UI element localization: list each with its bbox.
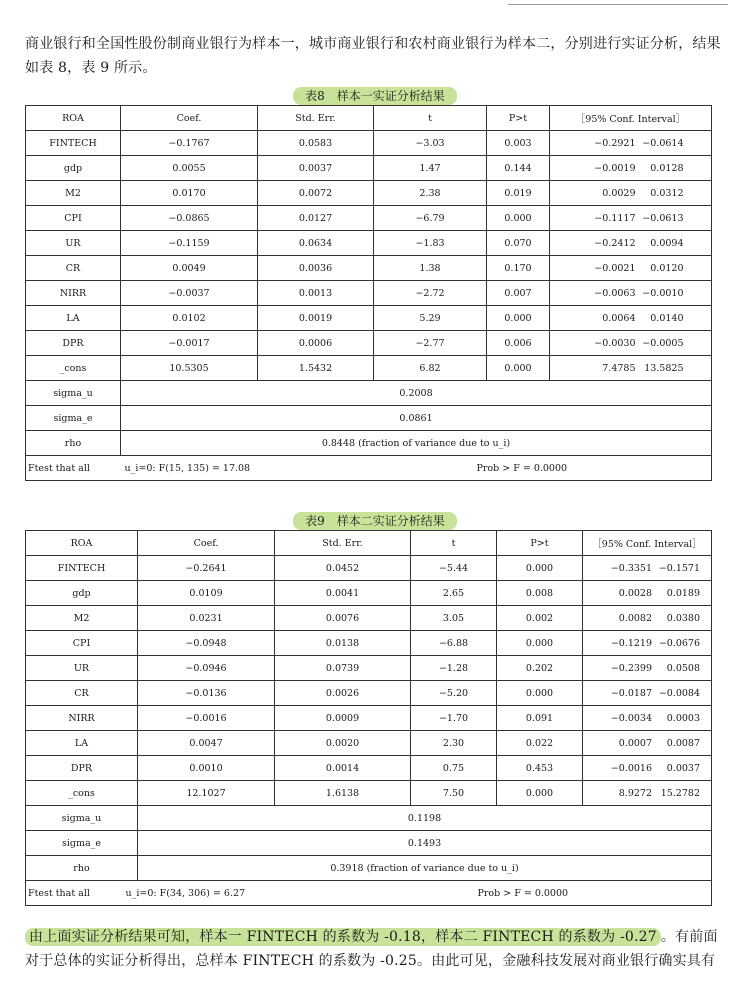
ftest-probability: Prob > F = 0.0000 [476,463,568,474]
t-cell: 0.75 [411,756,497,781]
sigma-e-row [26,406,712,431]
table9 [25,530,712,906]
ci-upper: 0.0037 [666,762,700,774]
sigma-e-row [26,831,712,856]
sigma-u-row [26,381,712,406]
ci-upper: −0.0613 [642,212,684,224]
ci-upper: −0.0010 [642,287,684,299]
ftest-probability: Prob > F = 0.0000 [477,888,569,899]
coef-cell: 0.0047 [138,731,275,756]
coef-cell: −0.1159 [121,231,258,256]
coef-cell: 0.0049 [121,256,258,281]
ci-upper: 0.0120 [650,262,684,274]
p-cell: 0.091 [497,706,583,731]
ftest-label: Ftest that all [26,456,121,481]
table8-caption-text: 表8 样本一实证分析结果 [293,87,457,105]
ci-lower: 7.4785 [602,362,636,374]
header-row [26,106,712,131]
table-row [26,181,712,206]
ftest-row [26,881,712,906]
ftest-row [26,456,712,481]
variable-name: _cons [26,356,121,381]
ci-upper: 0.0003 [666,712,700,724]
table-row [26,556,712,581]
table-row [26,706,712,731]
std-err-cell: 1.6138 [275,781,411,806]
ci-lower: 0.0007 [618,737,652,749]
std-err-cell: 0.0014 [275,756,411,781]
ci-upper: −0.0005 [642,337,684,349]
t-cell: −5.20 [411,681,497,706]
stat-value: 0.3918 (fraction of variance due to u_i) [138,856,712,881]
table-row [26,131,712,156]
ci-lower: 0.0082 [618,612,652,624]
ci-upper: 0.0508 [666,662,700,674]
column-header: t [374,106,487,131]
t-cell: 7.50 [411,781,497,806]
variable-name: LA [26,731,138,756]
p-cell: 0.006 [487,331,550,356]
ftest-statistic: u_i=0: F(15, 135) = 17.08 [124,463,251,474]
table8 [25,105,712,481]
t-cell: 1.47 [374,156,487,181]
table-row [26,331,712,356]
table-row [26,606,712,631]
ci-lower: −0.1219 [610,637,652,649]
t-cell: 1.38 [374,256,487,281]
std-err-cell: 0.0013 [258,281,374,306]
variable-name: M2 [26,606,138,631]
coef-cell: 0.0170 [121,181,258,206]
table-row [26,281,712,306]
stat-value: 0.0861 [121,406,712,431]
conclusion-rest: 。有前面对于总体的实证分析得出，总样本 FINTECH 的系数为 -0.25。由此可见，金融科技发展对商业银行确实具有 [25,929,718,969]
stat-label: sigma_e [26,406,121,431]
stat-label: rho [26,856,138,881]
header-row [26,531,712,556]
stat-label: sigma_u [26,381,121,406]
conf-interval-cell [550,256,712,281]
table8-body [26,106,712,481]
p-cell: 0.019 [487,181,550,206]
conf-interval-cell [583,706,712,731]
table-row [26,156,712,181]
p-cell: 0.000 [487,306,550,331]
column-header: ROA [26,106,121,131]
ci-upper: 0.0087 [666,737,700,749]
coef-cell: 0.0102 [121,306,258,331]
ci-upper: −0.0084 [658,687,700,699]
table-row [26,206,712,231]
t-cell: 5.29 [374,306,487,331]
coef-cell: −0.0865 [121,206,258,231]
ci-upper: 0.0380 [666,612,700,624]
coef-cell: −0.0017 [121,331,258,356]
std-err-cell: 0.0026 [275,681,411,706]
ci-upper: 0.0094 [650,237,684,249]
stat-label: sigma_e [26,831,138,856]
variable-name: UR [26,656,138,681]
coef-cell: 0.0010 [138,756,275,781]
variable-name: gdp [26,156,121,181]
table-row [26,631,712,656]
column-header: P>t [487,106,550,131]
ci-lower: −0.3351 [610,562,652,574]
table-row [26,306,712,331]
t-cell: −2.72 [374,281,487,306]
column-header: Std. Err. [258,106,374,131]
p-cell: 0.000 [487,356,550,381]
variable-name: gdp [26,581,138,606]
t-cell: −5.44 [411,556,497,581]
column-header: ［95% Conf. Interval］ [583,531,712,556]
ci-upper: 13.5825 [644,362,684,374]
conclusion-paragraph [25,925,725,973]
table9-caption-text: 表9 样本二实证分析结果 [293,512,457,530]
conf-interval-cell [550,281,712,306]
coef-cell: −0.0037 [121,281,258,306]
stat-value: 0.2008 [121,381,712,406]
p-cell: 0.022 [497,731,583,756]
table-row [26,681,712,706]
ftest-body [125,881,712,906]
column-header: ROA [26,531,138,556]
stat-label: sigma_u [26,806,138,831]
ci-upper: 0.0189 [666,587,700,599]
t-cell: −6.88 [411,631,497,656]
t-cell: 6.82 [374,356,487,381]
column-header: ［95% Conf. Interval］ [550,106,712,131]
variable-name: FINTECH [26,556,138,581]
variable-name: LA [26,306,121,331]
variable-name: CR [26,681,138,706]
t-cell: 2.38 [374,181,487,206]
std-err-cell: 1.5432 [258,356,374,381]
ci-upper: 0.0128 [650,162,684,174]
p-cell: 0.002 [497,606,583,631]
std-err-cell: 0.0583 [258,131,374,156]
t-cell: −1.83 [374,231,487,256]
ci-lower: −0.2399 [610,662,652,674]
std-err-cell: 0.0127 [258,206,374,231]
coef-cell: −0.2641 [138,556,275,581]
t-cell: −2.77 [374,331,487,356]
conf-interval-cell [583,606,712,631]
conf-interval-cell [550,156,712,181]
ci-upper: 0.0140 [650,312,684,324]
variable-name: DPR [26,756,138,781]
p-cell: 0.144 [487,156,550,181]
coef-cell: −0.0136 [138,681,275,706]
column-header: P>t [497,531,583,556]
variable-name: NIRR [26,281,121,306]
variable-name: M2 [26,181,121,206]
std-err-cell: 0.0138 [275,631,411,656]
ci-lower: 0.0028 [618,587,652,599]
column-header: Coef. [138,531,275,556]
t-cell: −3.03 [374,131,487,156]
coef-cell: 12.1027 [138,781,275,806]
p-cell: 0.000 [497,781,583,806]
p-cell: 0.000 [497,681,583,706]
std-err-cell: 0.0041 [275,581,411,606]
t-cell: 3.05 [411,606,497,631]
conf-interval-cell [583,656,712,681]
column-header: t [411,531,497,556]
ci-upper: 0.0312 [650,187,684,199]
variable-name: CR [26,256,121,281]
running-header-rule [508,0,728,5]
rho-row [26,856,712,881]
coef-cell: −0.0948 [138,631,275,656]
p-cell: 0.070 [487,231,550,256]
p-cell: 0.000 [487,206,550,231]
ci-lower: −0.1117 [594,212,636,224]
ci-lower: −0.0187 [610,687,652,699]
t-cell: 2.30 [411,731,497,756]
p-cell: 0.202 [497,656,583,681]
ci-lower: −0.0063 [594,287,636,299]
conf-interval-cell [583,631,712,656]
conf-interval-cell [550,181,712,206]
ci-upper: −0.0676 [658,637,700,649]
ci-lower: −0.0016 [610,762,652,774]
coef-cell: 0.0055 [121,156,258,181]
ci-lower: 0.0064 [602,312,636,324]
conf-interval-cell [550,356,712,381]
variable-name: UR [26,231,121,256]
ci-lower: −0.0021 [594,262,636,274]
table-row [26,731,712,756]
coef-cell: −0.1767 [121,131,258,156]
variable-name: NIRR [26,706,138,731]
std-err-cell: 0.0006 [258,331,374,356]
rho-row [26,431,712,456]
table-row [26,756,712,781]
std-err-cell: 0.0076 [275,606,411,631]
table-row [26,231,712,256]
coef-cell: 0.0109 [138,581,275,606]
p-cell: 0.008 [497,581,583,606]
ci-upper: −0.1571 [658,562,700,574]
t-cell: −1.70 [411,706,497,731]
p-cell: 0.000 [497,631,583,656]
conf-interval-cell [583,731,712,756]
p-cell: 0.003 [487,131,550,156]
ci-lower: −0.2921 [594,137,636,149]
std-err-cell: 0.0452 [275,556,411,581]
conf-interval-cell [550,131,712,156]
table9-caption [0,512,750,530]
column-header: Std. Err. [275,531,411,556]
ftest-body [121,456,712,481]
column-header: Coef. [121,106,258,131]
intro-paragraph: 商业银行和全国性股份制商业银行为样本一，城市商业银行和农村商业银行为样本二，分别进行实证分析，结果如表 8，表 9 所示。 [25,36,721,76]
stat-label: rho [26,431,121,456]
conf-interval-cell [550,331,712,356]
ci-lower: −0.0030 [594,337,636,349]
variable-name: CPI [26,631,138,656]
table-row [26,356,712,381]
variable-name: FINTECH [26,131,121,156]
table8-caption [0,87,750,105]
t-cell: 2.65 [411,581,497,606]
table-row [26,581,712,606]
ci-upper: 15.2782 [660,787,700,799]
ftest-statistic: u_i=0: F(34, 306) = 6.27 [125,888,246,899]
table-row [26,256,712,281]
std-err-cell: 0.0019 [258,306,374,331]
variable-name: _cons [26,781,138,806]
table9-body [26,531,712,906]
conf-interval-cell [550,231,712,256]
p-cell: 0.453 [497,756,583,781]
conf-interval-cell [550,206,712,231]
conclusion-highlight: 由上面实证分析结果可知，样本一 FINTECH 的系数为 -0.18，样本二 FINTECH 的系数为 -0.27 [25,928,661,946]
p-cell: 0.000 [497,556,583,581]
ci-lower: 8.9272 [618,787,652,799]
conf-interval-cell [550,306,712,331]
ci-lower: −0.0019 [594,162,636,174]
coef-cell: −0.0016 [138,706,275,731]
variable-name: DPR [26,331,121,356]
t-cell: −6.79 [374,206,487,231]
std-err-cell: 0.0072 [258,181,374,206]
ftest-label: Ftest that all [26,881,138,906]
stat-value: 0.1198 [138,806,712,831]
conf-interval-cell [583,556,712,581]
std-err-cell: 0.0036 [258,256,374,281]
table-row [26,781,712,806]
conf-interval-cell [583,581,712,606]
p-cell: 0.170 [487,256,550,281]
p-cell: 0.007 [487,281,550,306]
coef-cell: 10.5305 [121,356,258,381]
ci-lower: 0.0029 [602,187,636,199]
conf-interval-cell [583,681,712,706]
coef-cell: −0.0946 [138,656,275,681]
table-row [26,656,712,681]
ci-lower: −0.2412 [594,237,636,249]
coef-cell: 0.0231 [138,606,275,631]
variable-name: CPI [26,206,121,231]
std-err-cell: 0.0037 [258,156,374,181]
t-cell: −1.28 [411,656,497,681]
ci-upper: −0.0614 [642,137,684,149]
stat-value: 0.1493 [138,831,712,856]
std-err-cell: 0.0634 [258,231,374,256]
std-err-cell: 0.0020 [275,731,411,756]
ci-lower: −0.0034 [610,712,652,724]
conf-interval-cell [583,781,712,806]
sigma-u-row [26,806,712,831]
std-err-cell: 0.0739 [275,656,411,681]
conf-interval-cell [583,756,712,781]
std-err-cell: 0.0009 [275,706,411,731]
stat-value: 0.8448 (fraction of variance due to u_i) [121,431,712,456]
